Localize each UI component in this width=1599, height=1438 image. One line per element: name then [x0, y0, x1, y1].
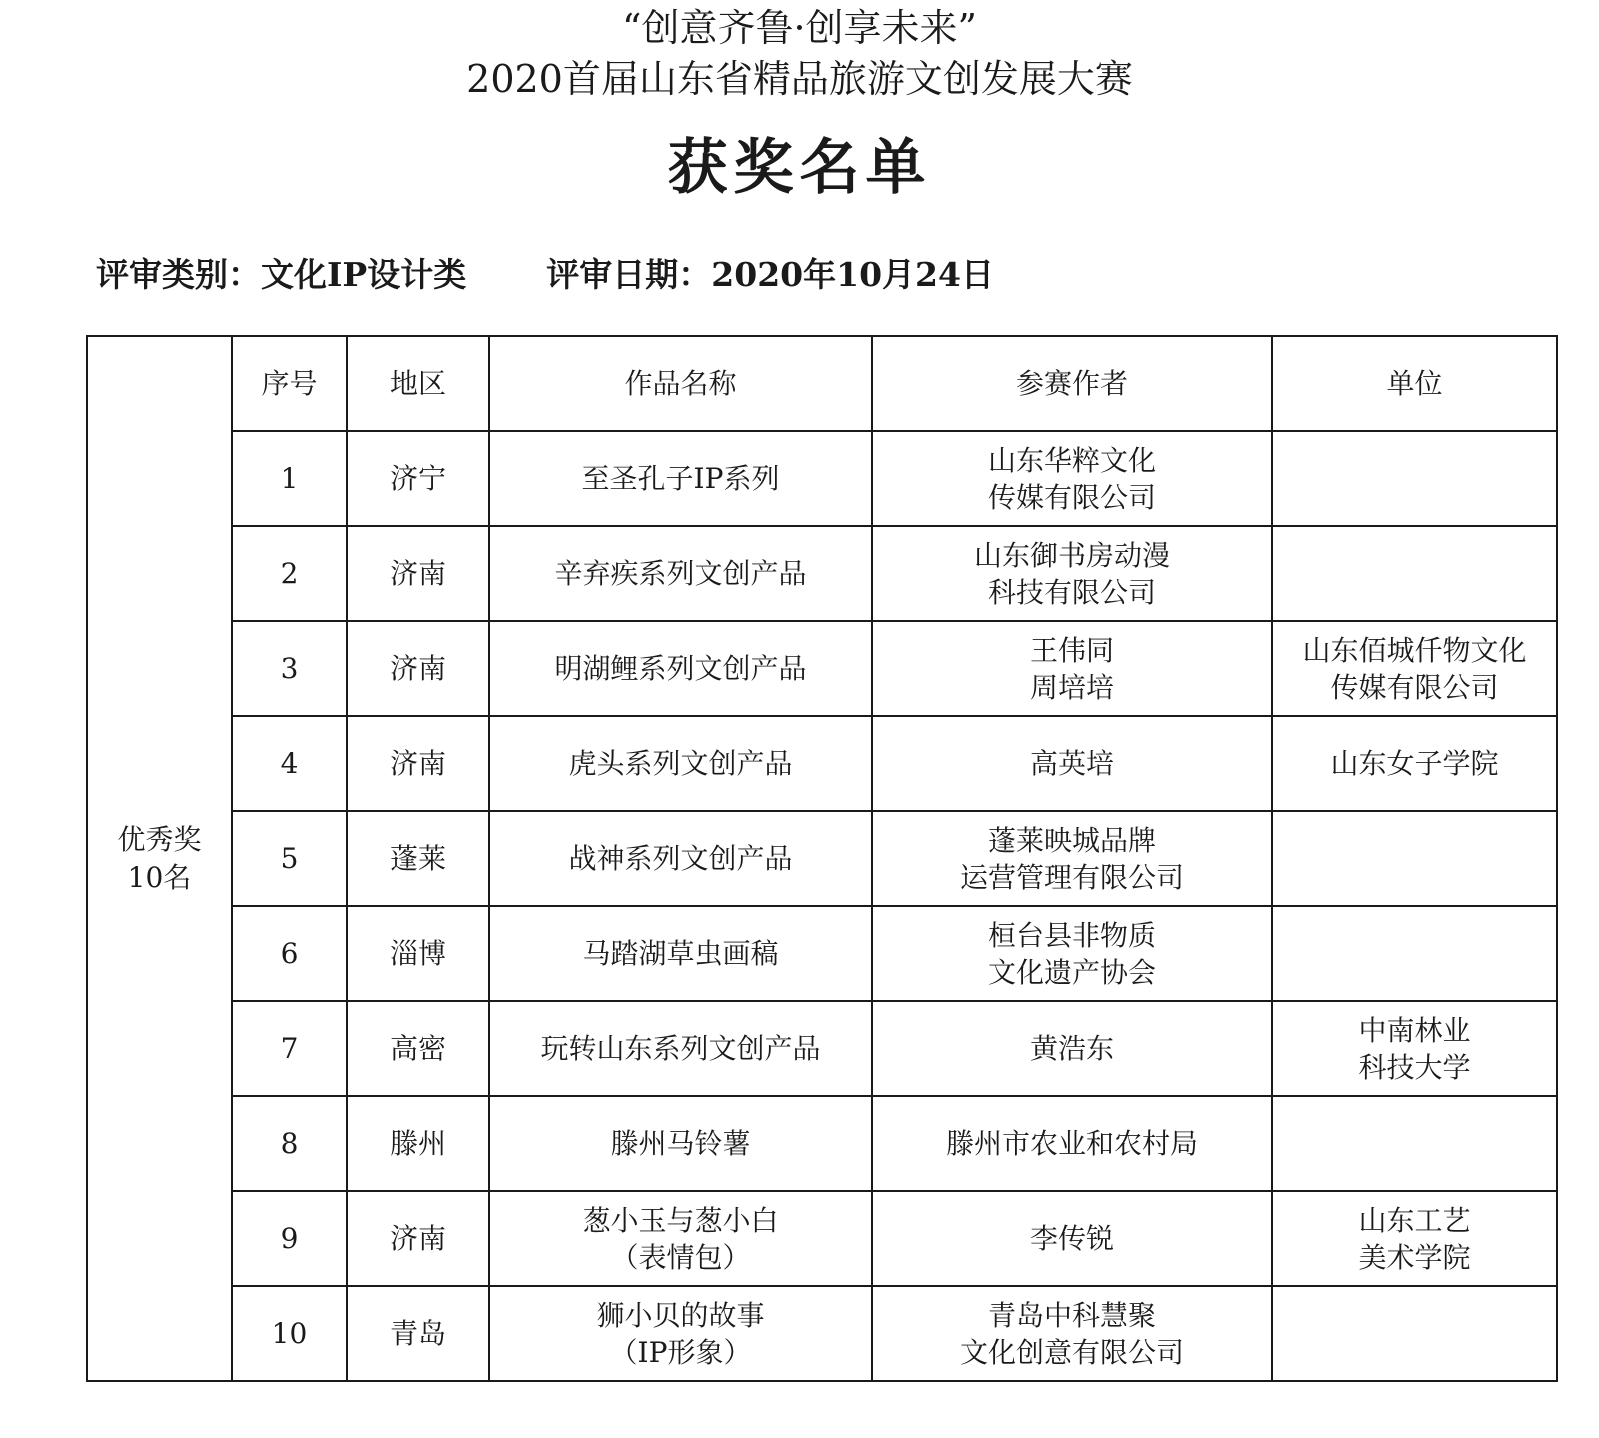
- table-header-row: [87, 336, 1557, 431]
- cell-region: 蓬莱: [347, 811, 489, 906]
- cell-region: 高密: [347, 1001, 489, 1096]
- cell-author-line: 周培培: [1029, 670, 1114, 704]
- cell-work-line: 虎头系列文创产品: [568, 747, 793, 780]
- cell-author-line: 山东华粹文化: [987, 443, 1156, 477]
- cell-work-line: （表情包）: [610, 1240, 751, 1274]
- table-row: [87, 1286, 1557, 1381]
- column-header-no: 序号: [232, 336, 347, 431]
- cell-author-line: 蓬莱映城品牌: [987, 823, 1156, 857]
- table-row: [87, 811, 1557, 906]
- cell-author-line: 运营管理有限公司: [959, 860, 1184, 894]
- cell-unit-line: 山东女子学院: [1330, 747, 1499, 780]
- cell-no: 9: [232, 1191, 347, 1286]
- cell-unit: [1272, 1191, 1557, 1286]
- cell-work: [489, 1001, 872, 1096]
- table-row: [87, 526, 1557, 621]
- cell-author: [872, 431, 1272, 526]
- cell-region: 济南: [347, 716, 489, 811]
- cell-no: 4: [232, 716, 347, 811]
- cell-author-line: 科技有限公司: [987, 575, 1156, 609]
- cell-author-line: 李传锐: [1029, 1222, 1114, 1255]
- cell-author-line: 王伟同: [1029, 633, 1114, 667]
- cell-author: [872, 621, 1272, 716]
- cell-author: [872, 716, 1272, 811]
- cell-work: [489, 811, 872, 906]
- cell-unit: [1272, 526, 1557, 621]
- cell-region: 青岛: [347, 1286, 489, 1381]
- cell-author-line: 文化遗产协会: [987, 955, 1156, 989]
- cell-author-line: 传媒有限公司: [987, 480, 1156, 514]
- cell-no: 5: [232, 811, 347, 906]
- column-header-region: 地区: [347, 336, 489, 431]
- cell-unit-line: 美术学院: [1358, 1240, 1471, 1274]
- cell-no: 7: [232, 1001, 347, 1096]
- cell-unit: [1272, 1286, 1557, 1381]
- cell-author: [872, 526, 1272, 621]
- award-table: [86, 335, 1558, 1382]
- cell-author: [872, 811, 1272, 906]
- table-row: [87, 1191, 1557, 1286]
- cell-author-line: 黄浩东: [1029, 1032, 1114, 1065]
- cell-unit-line: 山东佰城仟物文化: [1302, 633, 1527, 667]
- cell-unit: [1272, 906, 1557, 1001]
- cell-author-line: 桓台县非物质: [987, 918, 1156, 952]
- cell-no: 1: [232, 431, 347, 526]
- table-row: [87, 906, 1557, 1001]
- cell-work: [489, 621, 872, 716]
- cell-work: [489, 1191, 872, 1286]
- cell-unit: [1272, 621, 1557, 716]
- cell-work: [489, 526, 872, 621]
- cell-work: [489, 431, 872, 526]
- event-slogan: “创意齐鲁·创享未来”: [622, 6, 977, 50]
- table-row: [87, 716, 1557, 811]
- column-header-work: 作品名称: [489, 336, 872, 431]
- cell-work-line: 至圣孔子IP系列: [581, 462, 780, 495]
- cell-work-line: 葱小玉与葱小白: [582, 1203, 779, 1237]
- review-meta: [96, 252, 994, 298]
- document-title: 获奖名单: [667, 133, 932, 203]
- cell-work: [489, 716, 872, 811]
- cell-unit-line: 中南林业: [1358, 1013, 1471, 1047]
- cell-work: [489, 1096, 872, 1191]
- cell-unit-line: 传媒有限公司: [1330, 670, 1499, 704]
- table-row: [87, 621, 1557, 716]
- cell-region: 淄博: [347, 906, 489, 1001]
- cell-unit-line: 科技大学: [1358, 1050, 1471, 1084]
- cell-unit: [1272, 1096, 1557, 1191]
- cell-no: 8: [232, 1096, 347, 1191]
- cell-no: 6: [232, 906, 347, 1001]
- cell-region: 济宁: [347, 431, 489, 526]
- column-header-author: 参赛作者: [872, 336, 1272, 431]
- cell-author: [872, 1001, 1272, 1096]
- cell-author-line: 山东御书房动漫: [973, 538, 1170, 572]
- cell-work-line: 战神系列文创产品: [568, 842, 793, 875]
- cell-author-line: 高英培: [1029, 747, 1114, 780]
- table-row: [87, 1096, 1557, 1191]
- award-level-cell: [87, 336, 232, 1381]
- cell-no: 3: [232, 621, 347, 716]
- cell-region: 济南: [347, 1191, 489, 1286]
- cell-region: 济南: [347, 526, 489, 621]
- cell-work-line: 明湖鲤系列文创产品: [554, 652, 807, 685]
- cell-work-line: 马踏湖草虫画稿: [582, 937, 779, 970]
- cell-work-line: 辛弃疾系列文创产品: [554, 557, 807, 590]
- cell-work-line: 滕州马铃薯: [610, 1127, 751, 1160]
- cell-no: 2: [232, 526, 347, 621]
- cell-author-line: 青岛中科慧聚: [987, 1298, 1156, 1332]
- review-date: 评审日期：2020年10月24日: [546, 255, 994, 294]
- cell-author-line: 文化创意有限公司: [959, 1335, 1184, 1369]
- event-name: 2020首届山东省精品旅游文创发展大赛: [466, 57, 1133, 101]
- cell-unit: [1272, 431, 1557, 526]
- cell-region: 济南: [347, 621, 489, 716]
- cell-work-line: 玩转山东系列文创产品: [540, 1032, 821, 1065]
- award-count: 10名: [127, 860, 192, 894]
- cell-work: [489, 906, 872, 1001]
- cell-region: 滕州: [347, 1096, 489, 1191]
- cell-author: [872, 1286, 1272, 1381]
- award-level: 优秀奖: [117, 822, 202, 856]
- cell-no: 10: [232, 1286, 347, 1381]
- column-header-unit: 单位: [1272, 336, 1557, 431]
- cell-unit: [1272, 811, 1557, 906]
- cell-author: [872, 1191, 1272, 1286]
- cell-author: [872, 1096, 1272, 1191]
- cell-author: [872, 906, 1272, 1001]
- cell-work: [489, 1286, 872, 1381]
- cell-author-line: 滕州市农业和农村局: [945, 1127, 1198, 1160]
- table-row: [87, 1001, 1557, 1096]
- cell-unit: [1272, 1001, 1557, 1096]
- cell-unit-line: 山东工艺: [1358, 1203, 1471, 1237]
- cell-work-line: 狮小贝的故事: [596, 1298, 765, 1332]
- table-row: [87, 431, 1557, 526]
- cell-work-line: （IP形象）: [609, 1335, 752, 1369]
- cell-unit: [1272, 716, 1557, 811]
- review-category: 评审类别：文化IP设计类: [96, 255, 467, 294]
